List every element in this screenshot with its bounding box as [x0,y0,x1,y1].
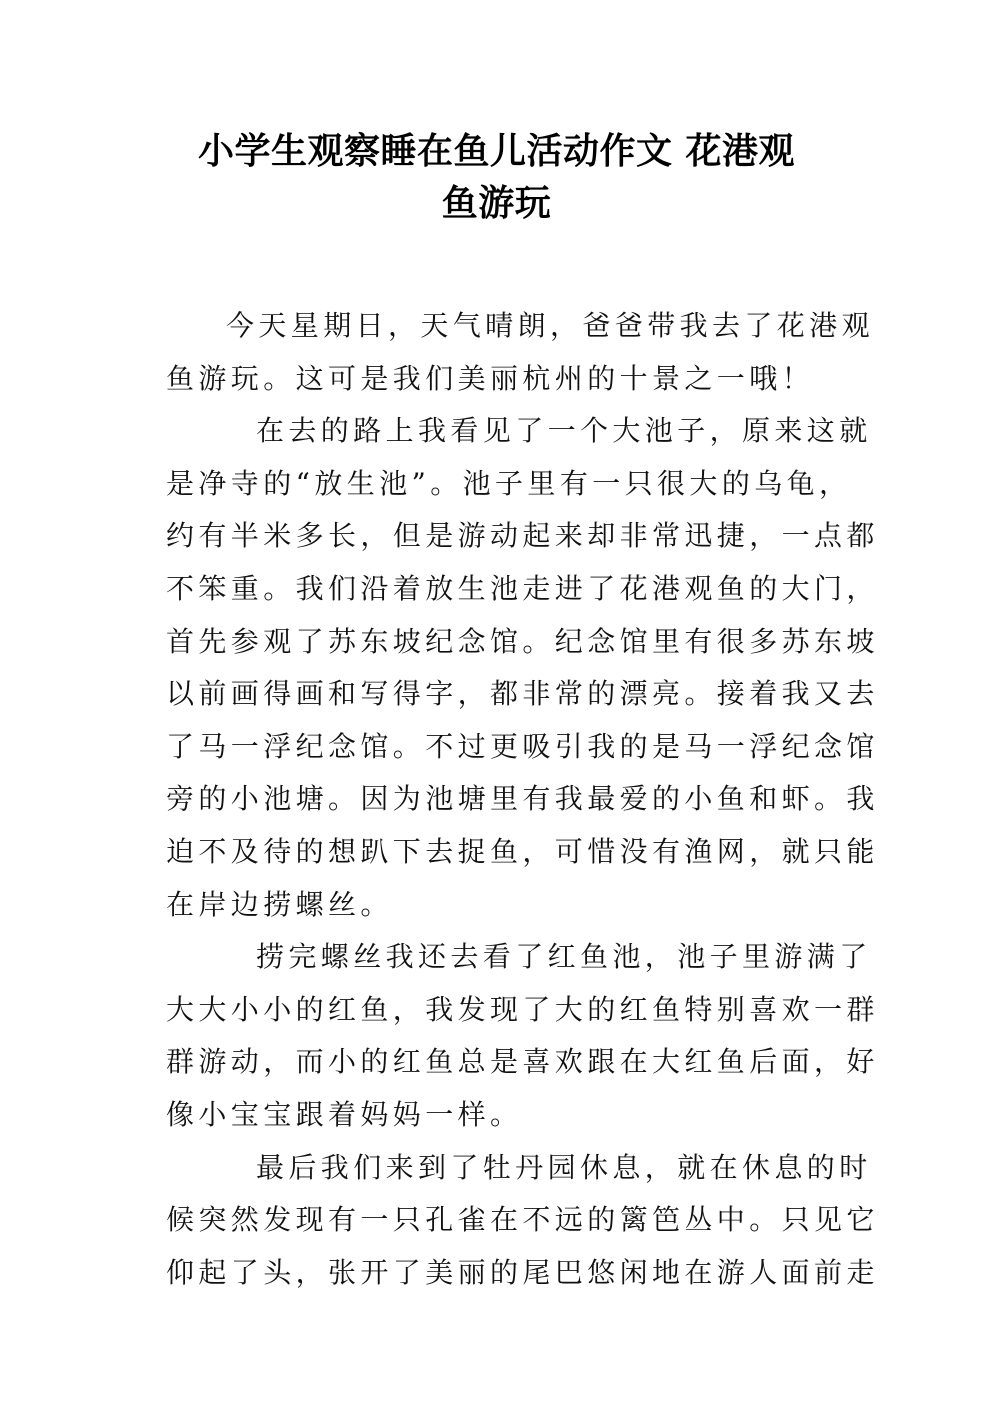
paragraph-line: 不笨重。我们沿着放生池走进了花港观鱼的大门， [166,571,879,605]
paragraph-line: 旁的小池塘。因为池塘里有我最爱的小鱼和虾。我 [166,782,879,816]
paragraph-line: 在去的路上我看见了一个大池子，原来这就 [256,414,872,448]
paragraph-line: 以前画得画和写得字，都非常的漂亮。接着我又去 [166,677,879,711]
paragraph-line: 捞完螺丝我还去看了红鱼池，池子里游满了 [256,940,872,974]
paragraph-line: 了马一浮纪念馆。不过更吸引我的是马一浮纪念馆 [166,729,879,763]
paragraph-3 [166,931,879,1141]
paragraph-line: 最后我们来到了牡丹园休息，就在休息的时 [256,1150,872,1184]
title-line-1: 小学生观察睡在鱼儿活动作文 花港观 [197,131,796,172]
document-body [166,300,879,1299]
paragraph-line: 是净寺的“放生池”。池子里有一只很大的乌龟， [166,466,852,500]
paragraph-line: 像小宝宝跟着妈妈一样。 [166,1097,523,1131]
paragraph-4 [166,1142,879,1300]
title-line-2: 鱼游玩 [441,183,552,224]
paragraph-line: 鱼游玩。这可是我们美丽杭州的十景之一哦！ [166,361,815,395]
paragraph-line: 群游动，而小的红鱼总是喜欢跟在大红鱼后面，好 [166,1045,879,1079]
paragraph-line: 迫不及待的想趴下去捉鱼，可惜没有渔网，就只能 [166,834,879,868]
paragraph-line: 候突然发现有一只孔雀在不远的篱笆丛中。只见它 [166,1203,879,1237]
paragraph-line: 首先参观了苏东坡纪念馆。纪念馆里有很多苏东坡 [166,624,879,658]
document-title [150,126,843,230]
paragraph-2 [166,405,879,931]
paragraph-line: 约有半米多长，但是游动起来却非常迅捷，一点都 [166,519,879,553]
paragraph-line: 今天星期日，天气晴朗，爸爸带我去了花港观 [226,309,875,342]
paragraph-line: 大大小小的红鱼，我发现了大的红鱼特别喜欢一群 [166,992,879,1026]
paragraph-line: 仰起了头，张开了美丽的尾巴悠闲地在游人面前走 [166,1255,879,1289]
paragraph-1 [166,300,875,405]
paragraph-line: 在岸边捞螺丝。 [166,887,393,921]
